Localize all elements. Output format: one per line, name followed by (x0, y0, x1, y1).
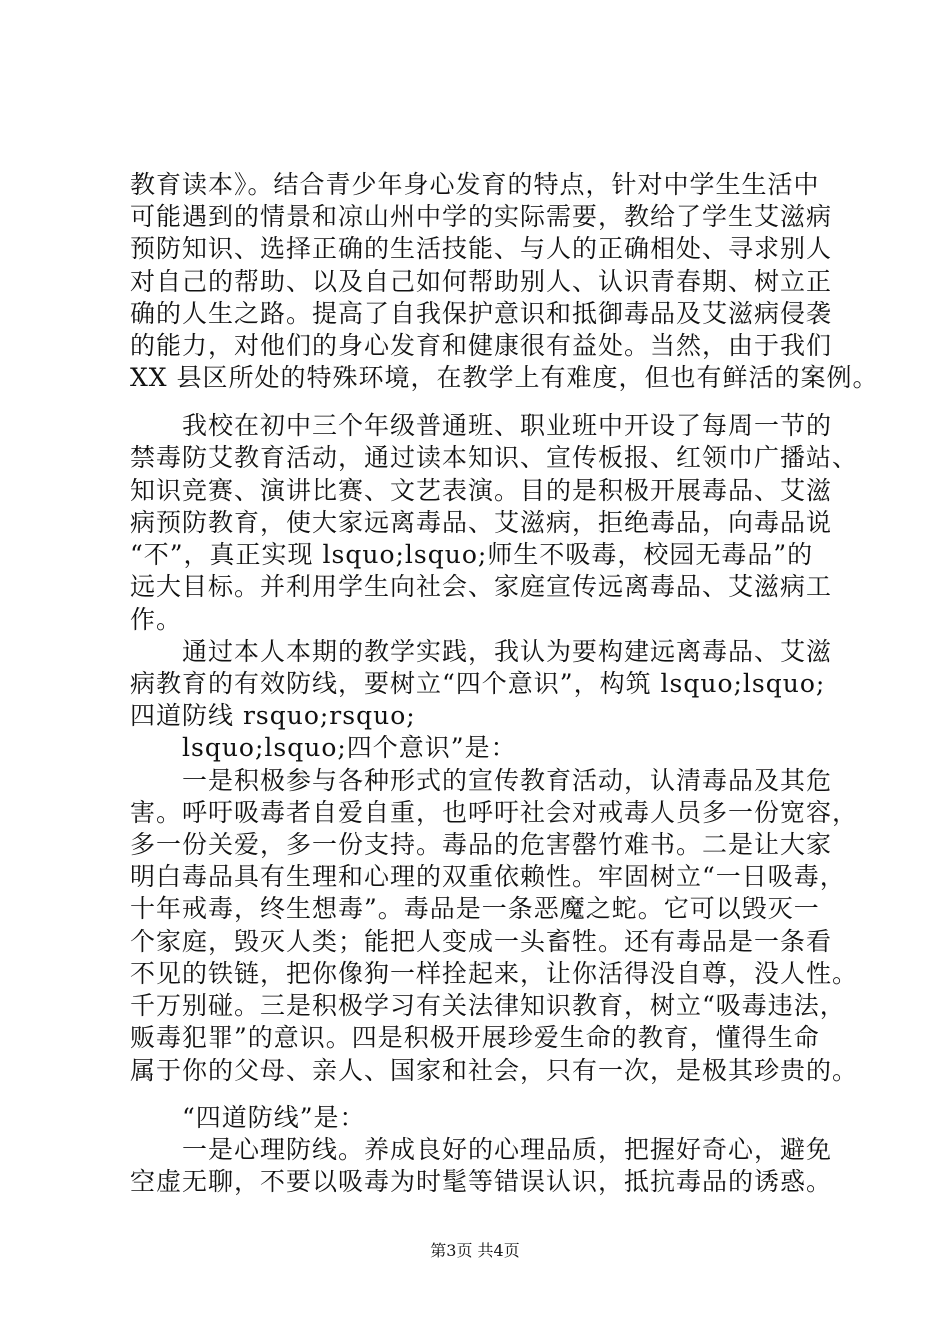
text-line: 知识竞赛、演讲比赛、文艺表演。目的是积极开展毒品、艾滋 (130, 476, 833, 505)
text-line: 禁毒防艾教育活动，通过读本知识、宣传板报、红领巾广播站、 (130, 443, 859, 472)
text-line: 确的人生之路。提高了自我保护意识和抵御毒品及艾滋病侵袭 (130, 299, 833, 328)
text-line: 多一份关爱，多一份支持。毒品的危害罄竹难书。二是让大家 (130, 830, 833, 859)
text-line: 我校在初中三个年级普通班、职业班中开设了每周一节的 (130, 411, 833, 440)
text-line: lsquo;lsquo;四个意识”是： (130, 733, 517, 762)
text-line: 作。 (130, 605, 183, 634)
text-line: 个家庭，毁灭人类；能把人变成一头畜牲。还有毒品是一条看 (130, 927, 833, 956)
text-line: 空虚无聊，不要以吸毒为时髦等错误认识，抵抗毒品的诱惑。 (130, 1167, 833, 1196)
text-line: “四道防线”是： (130, 1103, 366, 1132)
text-line: 远大目标。并利用学生向社会、家庭宣传远离毒品、艾滋病工 (130, 572, 833, 601)
text-line: 对自己的帮助、以及自己如何帮助别人、认识青春期、树立正 (130, 267, 833, 296)
text-line: 不见的铁链，把你像狗一样拴起来，让你活得没自尊，没人性。 (130, 959, 859, 988)
text-line: “不”，真正实现 lsquo;lsquo;师生不吸毒，校园无毒品”的 (130, 540, 814, 569)
text-line: 害。呼吁吸毒者自爱自重，也呼吁社会对戒毒人员多一份宽容， (130, 798, 859, 827)
text-line: 一是积极参与各种形式的宣传教育活动，认清毒品及其危 (130, 766, 833, 795)
text-line: 千万别碰。三是积极学习有关法律知识教育，树立“吸毒违法， (130, 991, 846, 1020)
text-line: 病预防教育，使大家远离毒品、艾滋病，拒绝毒品，向毒品说 (130, 508, 833, 537)
text-line: 明白毒品具有生理和心理的双重依赖性。牢固树立“一日吸毒， (130, 862, 846, 891)
text-line: 一是心理防线。养成良好的心理品质，把握好奇心，避免 (130, 1135, 833, 1164)
text-line: 病教育的有效防线，要树立“四个意识”，构筑 lsquo;lsquo; (130, 669, 826, 698)
text-line: 可能遇到的情景和凉山州中学的实际需要，教给了学生艾滋病 (130, 202, 833, 231)
page-footer: 第3页 共4页 (430, 1241, 520, 1260)
text-line: 四道防线 rsquo;rsquo; (130, 701, 416, 730)
text-line: 的能力，对他们的身心发育和健康很有益处。当然，由于我们 (130, 331, 833, 360)
text-line: 教育读本》。结合青少年身心发育的特点，针对中学生生活中 (130, 170, 820, 199)
text-line: XX 县区所处的特殊环境，在教学上有难度，但也有鲜活的案例。 (130, 363, 879, 392)
text-line: 贩毒犯罪”的意识。四是积极开展珍爱生命的教育，懂得生命 (130, 1023, 820, 1052)
text-line: 通过本人本期的教学实践，我认为要构建远离毒品、艾滋 (130, 637, 833, 666)
text-line: 属于你的父母、亲人、国家和社会，只有一次，是极其珍贵的。 (130, 1056, 859, 1085)
text-line: 预防知识、选择正确的生活技能、与人的正确相处、寻求别人 (130, 234, 833, 263)
text-line: 十年戒毒，终生想毒”。毒品是一条恶魔之蛇。它可以毁灭一 (130, 894, 820, 923)
